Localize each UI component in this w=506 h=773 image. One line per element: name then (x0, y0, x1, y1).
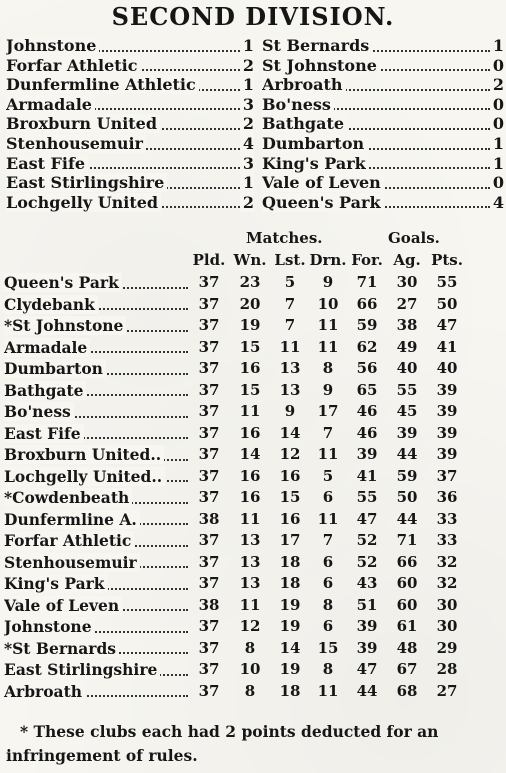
played-cell: 37 (198, 316, 220, 334)
goals-against-cell: 59 (396, 466, 418, 485)
points-cell: 33 (436, 509, 458, 528)
away-result (262, 114, 506, 134)
won-cell: 12 (239, 617, 261, 635)
home-team-name: Broxburn United (6, 114, 160, 133)
goals-against-cell: 55 (396, 380, 418, 399)
club-name: *St Bernards (4, 639, 119, 658)
points-cell: 30 (436, 595, 458, 614)
drawn-cell: 11 (317, 316, 339, 334)
won-cell: 11 (239, 402, 261, 420)
home-result (6, 75, 256, 95)
club-name: East Fife (4, 424, 84, 443)
points-cell: 55 (436, 273, 458, 291)
lost-cell: 9 (284, 402, 296, 420)
won-cell: 15 (239, 380, 261, 399)
away-score: 0 (490, 95, 504, 115)
club-cell (4, 466, 190, 488)
home-score: 2 (240, 193, 254, 213)
home-score: 1 (240, 75, 254, 95)
home-score: 4 (240, 134, 254, 154)
goals-against-cell: 68 (396, 681, 418, 700)
goals-for-cell: 43 (356, 574, 378, 592)
away-team-name: St Bernards (262, 36, 372, 55)
goals-against-cell: 71 (396, 531, 418, 549)
goals-for-cell: 41 (356, 466, 378, 485)
lost-cell: 15 (279, 488, 301, 506)
lost-cell: 19 (279, 617, 301, 635)
played-cell: 37 (198, 466, 220, 485)
club-cell (4, 315, 190, 337)
won-cell: 11 (239, 509, 261, 528)
club-name: King's Park (4, 574, 108, 593)
club-cell (4, 444, 190, 466)
club-cell (4, 530, 190, 552)
away-score: 0 (490, 173, 504, 193)
away-result (262, 134, 506, 154)
played-cell: 37 (198, 402, 220, 420)
played-cell: 38 (198, 509, 220, 528)
drawn-cell: 11 (317, 681, 339, 700)
points-cell: 30 (436, 617, 458, 635)
goals-against-cell: 60 (396, 595, 418, 614)
goals-against-cell: 50 (396, 488, 418, 506)
points-cell: 37 (436, 466, 458, 485)
home-team-name: Forfar Athletic (6, 56, 140, 75)
footnote: * These clubs each had 2 points deducted for an infringement of rules. (6, 722, 439, 765)
club-name: Broxburn United.. (4, 445, 164, 464)
away-team-name: Dumbarton (262, 134, 367, 153)
page-title: SECOND DIVISION. (111, 2, 395, 31)
table-row (0, 423, 506, 445)
goals-against-cell: 67 (396, 660, 418, 678)
table-row (0, 466, 506, 488)
home-team-name: Dunfermline Athletic (6, 75, 199, 94)
goals-against-cell: 27 (396, 294, 418, 313)
goals-against-cell: 49 (396, 337, 418, 356)
home-team-name: Armadale (6, 95, 95, 114)
result-row (6, 134, 506, 154)
played-cell: 37 (198, 273, 220, 291)
club-cell (4, 509, 190, 531)
column-header-goals-against: Ag. (393, 251, 421, 269)
drawn-cell: 9 (322, 273, 334, 291)
played-cell: 37 (198, 617, 220, 635)
away-score: 4 (490, 193, 504, 213)
points-cell: 39 (436, 423, 458, 442)
points-cell: 47 (436, 316, 458, 334)
goals-for-cell: 46 (356, 423, 378, 442)
table-row (0, 444, 506, 466)
won-cell: 8 (244, 681, 256, 700)
goals-for-cell: 62 (356, 337, 378, 356)
goals-against-cell: 45 (396, 402, 418, 420)
played-cell: 37 (198, 445, 220, 463)
played-cell: 37 (198, 660, 220, 678)
points-cell: 28 (436, 660, 458, 678)
club-cell (4, 337, 190, 359)
away-result (262, 193, 506, 213)
home-score: 2 (240, 56, 254, 76)
played-cell: 37 (198, 423, 220, 442)
drawn-cell: 8 (322, 595, 334, 614)
goals-for-cell: 52 (356, 531, 378, 549)
won-cell: 19 (239, 316, 261, 334)
table-row (0, 380, 506, 402)
result-row (6, 75, 506, 95)
played-cell: 37 (198, 574, 220, 592)
away-result (262, 75, 506, 95)
goals-for-cell: 39 (356, 617, 378, 635)
lost-cell: 18 (279, 681, 301, 700)
club-name: Queen's Park (4, 273, 122, 292)
result-row (6, 36, 506, 56)
drawn-cell: 6 (322, 574, 334, 592)
table-row (0, 315, 506, 337)
goals-against-cell: 61 (396, 617, 418, 635)
club-name: Dunfermline A. (4, 510, 140, 529)
lost-cell: 16 (279, 466, 301, 485)
club-cell (4, 272, 190, 294)
goals-for-cell: 56 (356, 359, 378, 377)
home-team-name: Stenhousemuir (6, 134, 146, 153)
goals-against-cell: 44 (396, 445, 418, 463)
won-cell: 20 (239, 294, 261, 313)
column-header-lost: Lst. (274, 251, 306, 269)
matches-group-header: Matches. (246, 229, 323, 247)
home-team-name: East Stirlingshire (6, 173, 167, 192)
club-cell (4, 423, 190, 445)
column-header-drawn: Drn. (309, 251, 347, 269)
played-cell: 37 (198, 359, 220, 377)
lost-cell: 13 (279, 380, 301, 399)
club-cell (4, 401, 190, 423)
away-score: 1 (490, 36, 504, 56)
won-cell: 15 (239, 337, 261, 356)
club-cell (4, 638, 190, 660)
home-result (6, 193, 256, 213)
goals-for-cell: 59 (356, 316, 378, 334)
home-result (6, 154, 256, 174)
home-result (6, 36, 256, 56)
club-name: Johnstone (4, 617, 95, 636)
home-score: 2 (240, 114, 254, 134)
points-cell: 39 (436, 402, 458, 420)
club-name: *Cowdenbeath (4, 488, 132, 507)
points-cell: 32 (436, 574, 458, 592)
away-team-name: St Johnstone (262, 56, 380, 75)
won-cell: 13 (239, 574, 261, 592)
result-row (6, 173, 506, 193)
club-cell (4, 380, 190, 402)
home-result (6, 134, 256, 154)
club-name: East Stirlingshire (4, 660, 160, 679)
goals-against-cell: 44 (396, 509, 418, 528)
lost-cell: 17 (279, 531, 301, 549)
table-row (0, 401, 506, 423)
goals-for-cell: 66 (356, 294, 378, 313)
lost-cell: 19 (279, 595, 301, 614)
goals-against-cell: 39 (396, 423, 418, 442)
club-name: Lochgelly United.. (4, 467, 165, 486)
won-cell: 14 (239, 445, 261, 463)
goals-against-cell: 60 (396, 574, 418, 592)
club-cell (4, 552, 190, 574)
lost-cell: 7 (284, 316, 296, 334)
club-name: Forfar Athletic (4, 531, 134, 550)
points-cell: 50 (436, 294, 458, 313)
won-cell: 13 (239, 552, 261, 571)
club-name: Bo'ness (4, 402, 74, 421)
result-row (6, 95, 506, 115)
column-header-played: Pld. (192, 251, 226, 269)
table-row (0, 659, 506, 681)
drawn-cell: 11 (317, 337, 339, 356)
table-row (0, 552, 506, 574)
club-name: Armadale (4, 338, 90, 357)
goals-for-cell: 71 (356, 273, 378, 291)
drawn-cell: 6 (322, 552, 334, 571)
drawn-cell: 8 (322, 359, 334, 377)
points-cell: 32 (436, 552, 458, 571)
table-row (0, 294, 506, 316)
won-cell: 13 (239, 531, 261, 549)
goals-for-cell: 51 (356, 595, 378, 614)
away-score: 0 (490, 114, 504, 134)
home-team-name: Lochgelly United (6, 193, 161, 212)
away-result (262, 56, 506, 76)
lost-cell: 19 (279, 660, 301, 678)
club-cell (4, 294, 190, 316)
club-cell (4, 681, 190, 703)
away-result (262, 95, 506, 115)
club-name: Stenhousemuir (4, 553, 140, 572)
points-cell: 39 (436, 445, 458, 463)
lost-cell: 7 (284, 294, 296, 313)
drawn-cell: 15 (317, 638, 339, 657)
goals-against-cell: 66 (396, 552, 418, 571)
played-cell: 37 (198, 638, 220, 657)
drawn-cell: 10 (317, 294, 339, 313)
home-team-name: East Fife (6, 154, 88, 173)
home-score: 1 (240, 173, 254, 193)
results-list (6, 36, 506, 212)
table-row (0, 337, 506, 359)
club-name: Clydebank (4, 295, 98, 314)
away-score: 1 (490, 154, 504, 174)
table-row (0, 681, 506, 703)
table-row (0, 638, 506, 660)
club-cell (4, 573, 190, 595)
away-team-name: Queen's Park (262, 193, 384, 212)
club-cell (4, 595, 190, 617)
column-header-won: Wn. (233, 251, 267, 269)
points-cell: 27 (436, 681, 458, 700)
goals-group-header: Goals. (388, 229, 440, 247)
points-cell: 29 (436, 638, 458, 657)
table-row (0, 595, 506, 617)
lost-cell: 12 (279, 445, 301, 463)
lost-cell: 14 (279, 638, 301, 657)
away-team-name: Bathgate (262, 114, 347, 133)
goals-for-cell: 44 (356, 681, 378, 700)
table-header (0, 250, 506, 271)
drawn-cell: 6 (322, 488, 334, 506)
lost-cell: 11 (279, 337, 301, 356)
goals-for-cell: 39 (356, 638, 378, 657)
drawn-cell: 5 (322, 466, 334, 485)
played-cell: 38 (198, 595, 220, 614)
drawn-cell: 11 (317, 445, 339, 463)
lost-cell: 16 (279, 509, 301, 528)
lost-cell: 18 (279, 574, 301, 592)
away-team-name: Vale of Leven (262, 173, 384, 192)
points-cell: 36 (436, 488, 458, 506)
table-row (0, 616, 506, 638)
away-result (262, 154, 506, 174)
club-name: Dumbarton (4, 359, 106, 378)
points-cell: 33 (436, 531, 458, 549)
played-cell: 37 (198, 488, 220, 506)
club-cell (4, 487, 190, 509)
home-team-name: Johnstone (6, 36, 99, 55)
points-cell: 39 (436, 380, 458, 399)
league-table (0, 272, 506, 702)
table-row (0, 530, 506, 552)
drawn-cell: 8 (322, 660, 334, 678)
drawn-cell: 11 (317, 509, 339, 528)
club-name: *St Johnstone (4, 316, 126, 335)
won-cell: 10 (239, 660, 261, 678)
away-score: 2 (490, 75, 504, 95)
drawn-cell: 6 (322, 617, 334, 635)
goals-for-cell: 39 (356, 445, 378, 463)
table-row (0, 358, 506, 380)
goals-against-cell: 30 (396, 273, 418, 291)
played-cell: 37 (198, 380, 220, 399)
away-team-name: Arbroath (262, 75, 346, 94)
played-cell: 37 (198, 531, 220, 549)
played-cell: 37 (198, 294, 220, 313)
table-row (0, 509, 506, 531)
drawn-cell: 17 (317, 402, 339, 420)
won-cell: 16 (239, 488, 261, 506)
home-result (6, 56, 256, 76)
result-row (6, 193, 506, 213)
lost-cell: 18 (279, 552, 301, 571)
table-row (0, 272, 506, 294)
played-cell: 37 (198, 552, 220, 571)
home-result (6, 173, 256, 193)
won-cell: 23 (239, 273, 261, 291)
club-name: Vale of Leven (4, 596, 122, 615)
goals-against-cell: 40 (396, 359, 418, 377)
home-result (6, 114, 256, 134)
club-cell (4, 358, 190, 380)
away-result (262, 36, 506, 56)
won-cell: 16 (239, 466, 261, 485)
result-row (6, 114, 506, 134)
result-row (6, 154, 506, 174)
drawn-cell: 9 (322, 380, 334, 399)
goals-for-cell: 47 (356, 660, 378, 678)
lost-cell: 5 (284, 273, 296, 291)
goals-against-cell: 48 (396, 638, 418, 657)
club-cell (4, 659, 190, 681)
lost-cell: 13 (279, 359, 301, 377)
away-team-name: King's Park (262, 154, 369, 173)
goals-for-cell: 55 (356, 488, 378, 506)
home-score: 3 (240, 95, 254, 115)
played-cell: 37 (198, 337, 220, 356)
lost-cell: 14 (279, 423, 301, 442)
club-name: Arbroath (4, 682, 85, 701)
club-name: Bathgate (4, 381, 86, 400)
column-header-goals-for: For. (351, 251, 383, 269)
home-score: 3 (240, 154, 254, 174)
goals-for-cell: 47 (356, 509, 378, 528)
won-cell: 11 (239, 595, 261, 614)
goals-for-cell: 52 (356, 552, 378, 571)
played-cell: 37 (198, 681, 220, 700)
home-result (6, 95, 256, 115)
away-result (262, 173, 506, 193)
goals-for-cell: 65 (356, 380, 378, 399)
club-cell (4, 616, 190, 638)
points-cell: 40 (436, 359, 458, 377)
goals-for-cell: 46 (356, 402, 378, 420)
home-score: 1 (240, 36, 254, 56)
won-cell: 8 (244, 638, 256, 657)
drawn-cell: 7 (322, 423, 334, 442)
result-row (6, 56, 506, 76)
won-cell: 16 (239, 359, 261, 377)
column-header-points: Pts. (431, 251, 463, 269)
goals-against-cell: 38 (396, 316, 418, 334)
won-cell: 16 (239, 423, 261, 442)
drawn-cell: 7 (322, 531, 334, 549)
table-row (0, 487, 506, 509)
away-team-name: Bo'ness (262, 95, 334, 114)
points-cell: 41 (436, 337, 458, 356)
away-score: 1 (490, 134, 504, 154)
table-row (0, 573, 506, 595)
away-score: 0 (490, 56, 504, 76)
